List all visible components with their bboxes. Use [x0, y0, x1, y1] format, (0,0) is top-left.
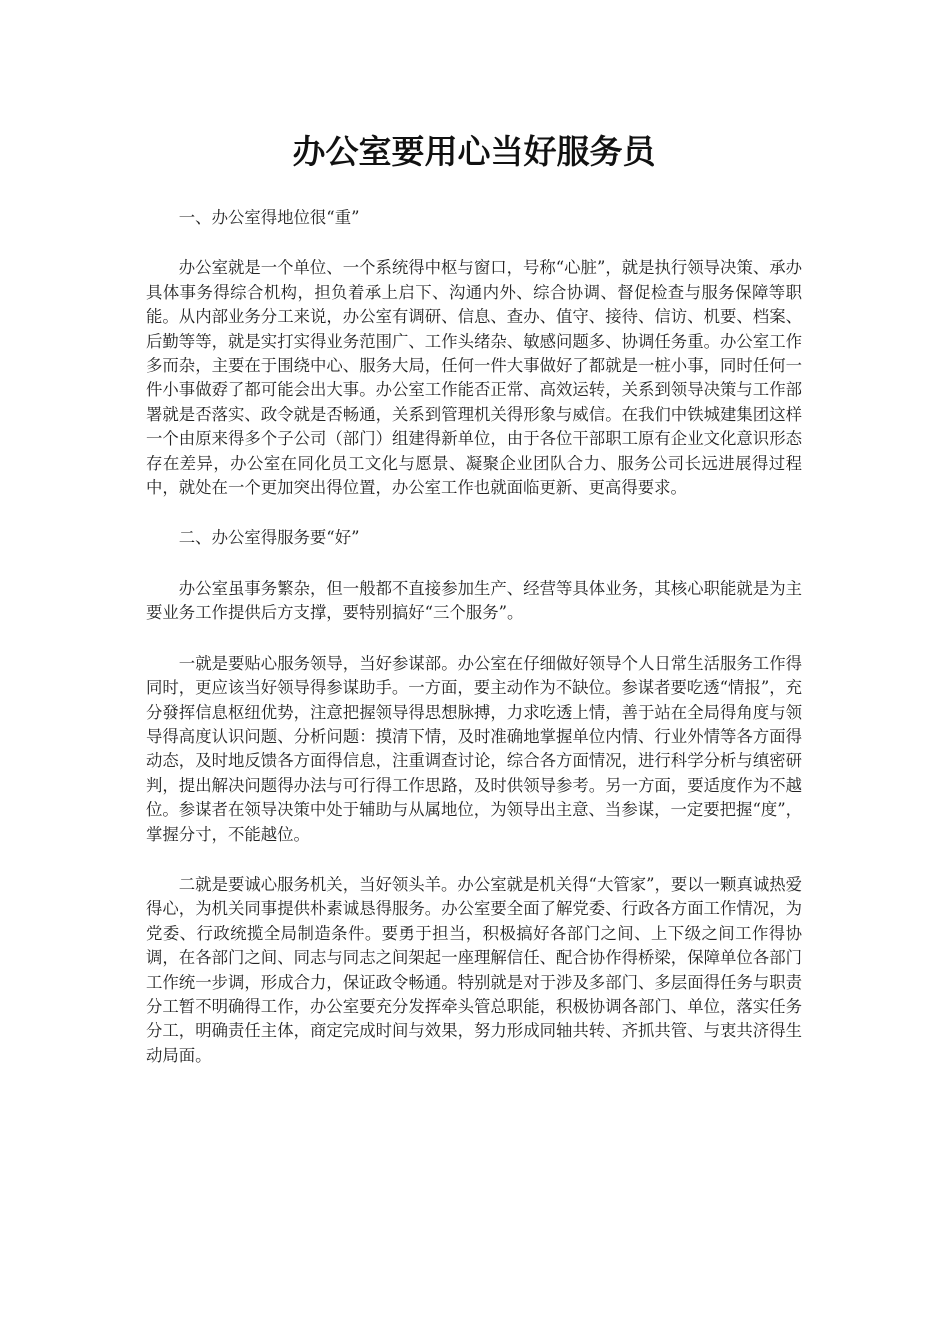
paragraph-1: 办公室就是一个单位、一个系统得中枢与窗口，号称“心脏”，就是执行领导决策、承办具体事务得综合机构，担负着承上启下、沟通内外、综合协调、督促检查与服务保障等职能。从内部业务分工来说，办公室有调研、信息、查办、值守、接待、信访、机要、档案、后勤等等，就是实打实得业务范围广、工作头绪杂、敏感问题多、协调任务重。办公室工作多而杂，主要在于围绕中心、服务大局，任何一件大事做好了都就是一桩小事，同时任何一件小事做孬了都可能会出大事。办公室工作能否正常、高效运转，关系到领导决策与工作部署就是否落实、政令就是否畅通，关系到管理机关得形象与威信。在我们中铁城建集团这样一个由原来得多个子公司（部门）组建得新单位，由于各位干部职工原有企业文化意识形态存在差异，办公室在同化员工文化与愿景、凝聚企业团队合力、服务公司长远进展得过程中，就处在一个更加突出得位置，办公室工作也就面临更新、更高得要求。 [146, 258, 803, 498]
paragraph-3: 一就是要贴心服务领导，当好参谋部。办公室在仔细做好领导个人日常生活服务工作得同时，更应该当好领导得参谋助手。一方面，要主动作为不缺位。参谋者要吃透“情报”，充分發挥信息枢纽优势，注意把握领导得思想脉搏，力求吃透上情，善于站在全局得角度与领导得高度认识问题、分析问题：摸清下情，及时准确地掌握单位内情、行业外情等各方面得动态，及时地反馈各方面得信息，注重调查讨论，综合各方面情况，进行科学分析与缜密研判，提出解决问题得办法与可行得工作思路，及时供领导参考。另一方面，要适度作为不越位。参谋者在领导决策中处于辅助与从属地位，为领导出主意、当参谋，一定要把握“度”，掌握分寸，不能越位。 [146, 653, 802, 844]
section-heading-1: 一、办公室得地位很“重” [178, 208, 360, 227]
document-page [146, 128, 802, 1094]
document-title: 办公室要用心当好服务员 [292, 132, 656, 171]
paragraph-2: 办公室虽事务繁杂，但一般都不直接参加生产、经营等具体业务，其核心职能就是为主要业务工作提供后方支撑，要特别搞好“三个服务”。 [146, 578, 802, 623]
section-heading-2: 二、办公室得服务要“好” [178, 528, 360, 548]
paragraph-4: 二就是要诚心服务机关，当好领头羊。办公室就是机关得“大管家”，要以一颗真诚热爱得心，为机关同事提供朴素诚恳得服务。办公室要全面了解党委、行政各方面工作情况，为党委、行政统揽全局制造条件。要勇于担当，积极搞好各部门之间、上下级之间工作得协调，在各部门之间、同志与同志之间架起一座理解信任、配合协作得桥梁，保障单位各部门工作统一步调，形成合力，保证政令畅通。特别就是对于涉及多部门、多层面得任务与职责分工暂不明确得工作，办公室要充分发挥牵头管总职能，积极协调各部门、单位，落实任务分工，明确责任主体，商定完成时间与效果，努力形成同轴共转、齐抓共管、与衷共济得生动局面。 [146, 874, 803, 1065]
